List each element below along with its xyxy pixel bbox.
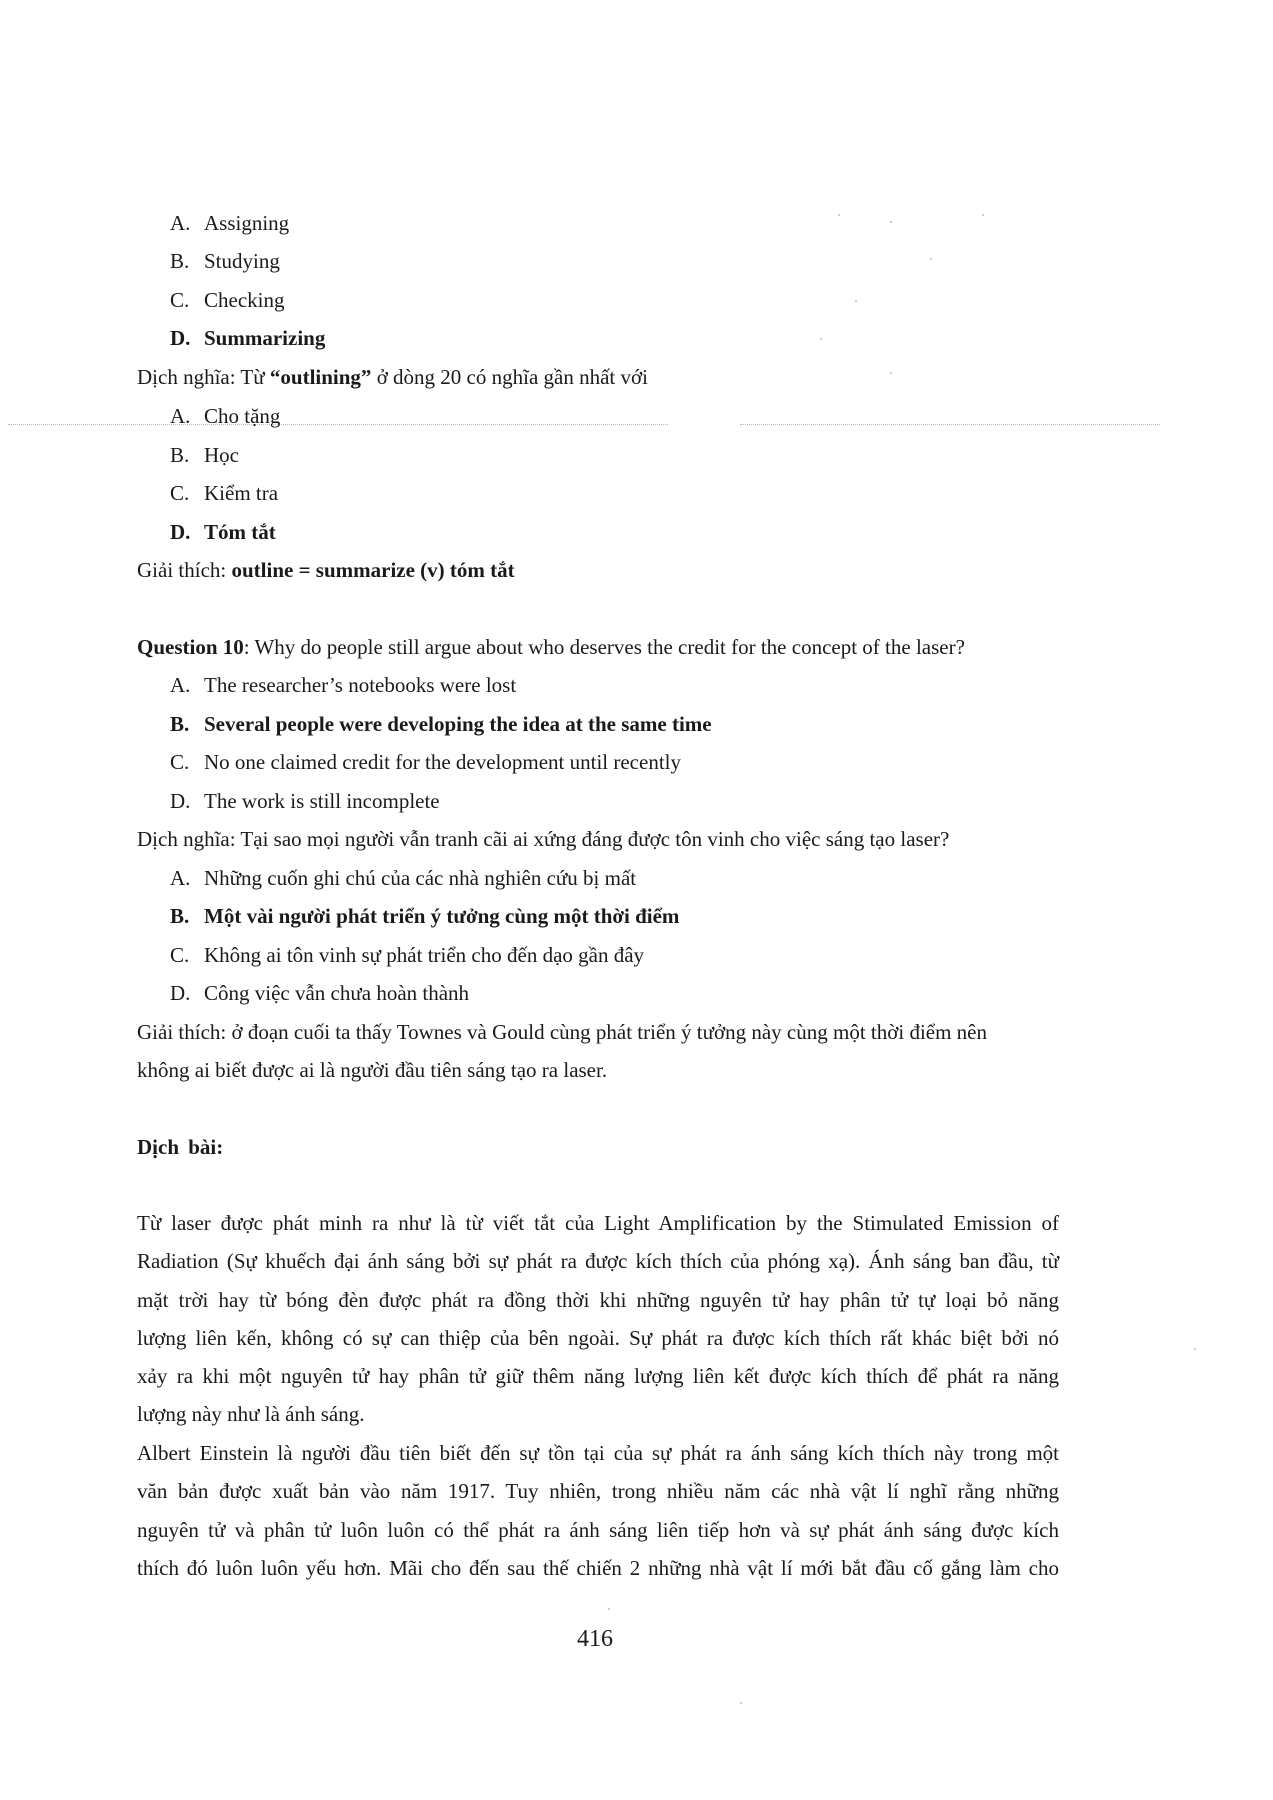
q10-translated-option-c: [170, 942, 644, 968]
option-text: Kiểm tra: [204, 481, 279, 505]
scan-speck: [608, 1608, 610, 1610]
q9-option-c: [170, 287, 284, 313]
option-label: D.: [170, 520, 191, 544]
q9-translated-option-b: [170, 442, 239, 468]
q10-explanation-line-1: Giải thích: ở đoạn cuối ta thấy Townes và Gould cùng phát triển ý tưởng này cùng một thời điểm nên: [137, 1020, 988, 1044]
scan-speck: [890, 221, 892, 223]
option-label: C.: [170, 288, 190, 312]
paragraph-2: [137, 1434, 1059, 1587]
option-text: Một vài người phát triển ý tưởng cùng một thời điểm: [204, 904, 680, 928]
paragraph-line: văn bản được xuất bản vào năm 1917. Tuy nhiên, trong nhiều năm các nhà vật lí nghĩ rằng những: [137, 1479, 1059, 1504]
option-text: No one claimed credit for the development until recently: [204, 750, 681, 774]
q10-option-a: [170, 672, 516, 698]
option-label: B.: [170, 443, 190, 467]
option-text: Checking: [204, 288, 285, 312]
explanation-prefix: Giải thích:: [137, 558, 232, 582]
option-label: A.: [170, 673, 191, 697]
option-label: D.: [170, 981, 191, 1005]
paragraph-line: thích đó luôn luôn yếu hơn. Mãi cho đến sau thế chiến 2 những nhà vật lí mới bắt đầu cố gắng làm cho: [137, 1555, 1059, 1580]
paragraph-line: lượng này như là ánh sáng.: [137, 1402, 365, 1427]
q9-option-d-answer: [170, 325, 325, 351]
paragraph-line: Từ laser được phát minh ra như là từ viết tắt của Light Amplification by the Stimulated Emission of: [137, 1211, 1059, 1235]
option-label: D.: [170, 326, 191, 350]
q10-question: [137, 634, 965, 660]
scan-speck: [855, 300, 857, 302]
option-text: Những cuốn ghi chú của các nhà nghiên cứu bị mất: [204, 866, 637, 890]
question-label: Question 10: [137, 635, 244, 659]
explanation-text: outline = summarize (v) tóm tắt: [231, 558, 515, 582]
option-text: Tóm tắt: [204, 520, 276, 544]
option-text: The researcher’s notebooks were lost: [204, 673, 517, 697]
translation-prefix: Dịch nghĩa: Từ: [137, 365, 270, 389]
translation-suffix: ở dòng 20 có nghĩa gần nhất với: [371, 365, 648, 389]
paragraph-line: Radiation (Sự khuếch đại ánh sáng bởi sự phát ra được kích thích của phóng xạ). Ánh sáng ban đầu, từ: [137, 1249, 1059, 1274]
q9-translated-option-a: [170, 403, 280, 429]
q9-translated-option-c: [170, 480, 278, 506]
option-text: Assigning: [204, 211, 290, 235]
option-text: Học: [204, 443, 239, 467]
q9-option-b: [170, 248, 280, 274]
option-label: B.: [170, 904, 190, 928]
section-title: Dịch bài:: [137, 1135, 224, 1159]
option-text: The work is still incomplete: [204, 789, 440, 813]
q10-option-d: [170, 788, 440, 814]
scan-speck: [1194, 1348, 1196, 1350]
option-label: D.: [170, 789, 191, 813]
option-text: Studying: [204, 249, 280, 273]
q9-translated-option-d-answer: [170, 519, 276, 545]
option-label: C.: [170, 481, 190, 505]
paragraph-line: xảy ra khi một nguyên tử hay phân tử giữ thêm năng lượng liên kết được kích thích để phát ra năng: [137, 1364, 1059, 1389]
option-label: C.: [170, 943, 190, 967]
scan-speck: [890, 372, 892, 374]
paragraph-line: lượng liên kến, không có sự can thiệp của bên ngoài. Sự phát ra được kích thích rất khác biệt bởi nó: [137, 1325, 1059, 1350]
paragraph-line: Albert Einstein là người đầu tiên biết đến sự tồn tại của sự phát ra ánh sáng kích thích này trong một: [137, 1441, 1059, 1465]
page-number: 416: [577, 1626, 613, 1652]
q10-translated-option-d: [170, 980, 469, 1006]
option-label: B.: [170, 712, 190, 736]
option-label: B.: [170, 249, 190, 273]
paragraph-1: [137, 1204, 1059, 1434]
scan-dotted-rule: [8, 424, 668, 425]
q9-explanation: [137, 557, 515, 583]
q10-option-c: [170, 749, 681, 775]
q10-translated-option-a: [170, 865, 636, 891]
scan-speck: [740, 1702, 742, 1704]
option-text: Several people were developing the idea at the same time: [204, 712, 712, 736]
scan-speck: [930, 258, 932, 260]
scan-dotted-rule: [740, 424, 1160, 425]
option-text: Công việc vẫn chưa hoàn thành: [204, 981, 470, 1005]
question-text: : Why do people still argue about who deserves the credit for the concept of the laser?: [243, 635, 965, 659]
scan-speck: [982, 214, 984, 216]
q10-translated-option-b-answer: [170, 903, 679, 929]
q10-option-b-answer: [170, 711, 712, 737]
scan-speck: [838, 214, 840, 216]
q10-explanation-line-2: không ai biết được ai là người đầu tiên sáng tạo ra laser.: [137, 1058, 608, 1082]
option-text: Summarizing: [204, 326, 326, 350]
q10-translation: Dịch nghĩa: Tại sao mọi người vẫn tranh cãi ai xứng đáng được tôn vinh cho việc sáng tạo laser?: [137, 827, 950, 851]
option-label: A.: [170, 404, 191, 428]
option-label: A.: [170, 866, 191, 890]
paragraph-line: nguyên tử và phân tử luôn luôn có thể phát ra ánh sáng liên tiếp hơn và sự phát ánh sáng được kích: [137, 1517, 1059, 1542]
option-text: Không ai tôn vinh sự phát triển cho đến dạo gần đây: [204, 943, 645, 967]
translation-term: “outlining”: [269, 365, 372, 389]
q9-translation: [137, 364, 648, 390]
option-label: A.: [170, 211, 191, 235]
q9-option-a: [170, 210, 289, 236]
option-text: Cho tặng: [204, 404, 281, 428]
option-label: C.: [170, 750, 190, 774]
paragraph-line: mặt trời hay từ bóng đèn được phát ra đồng thời khi những nguyên tử hay phân tử tự loại bỏ năng: [137, 1287, 1059, 1312]
scan-speck: [820, 338, 822, 340]
